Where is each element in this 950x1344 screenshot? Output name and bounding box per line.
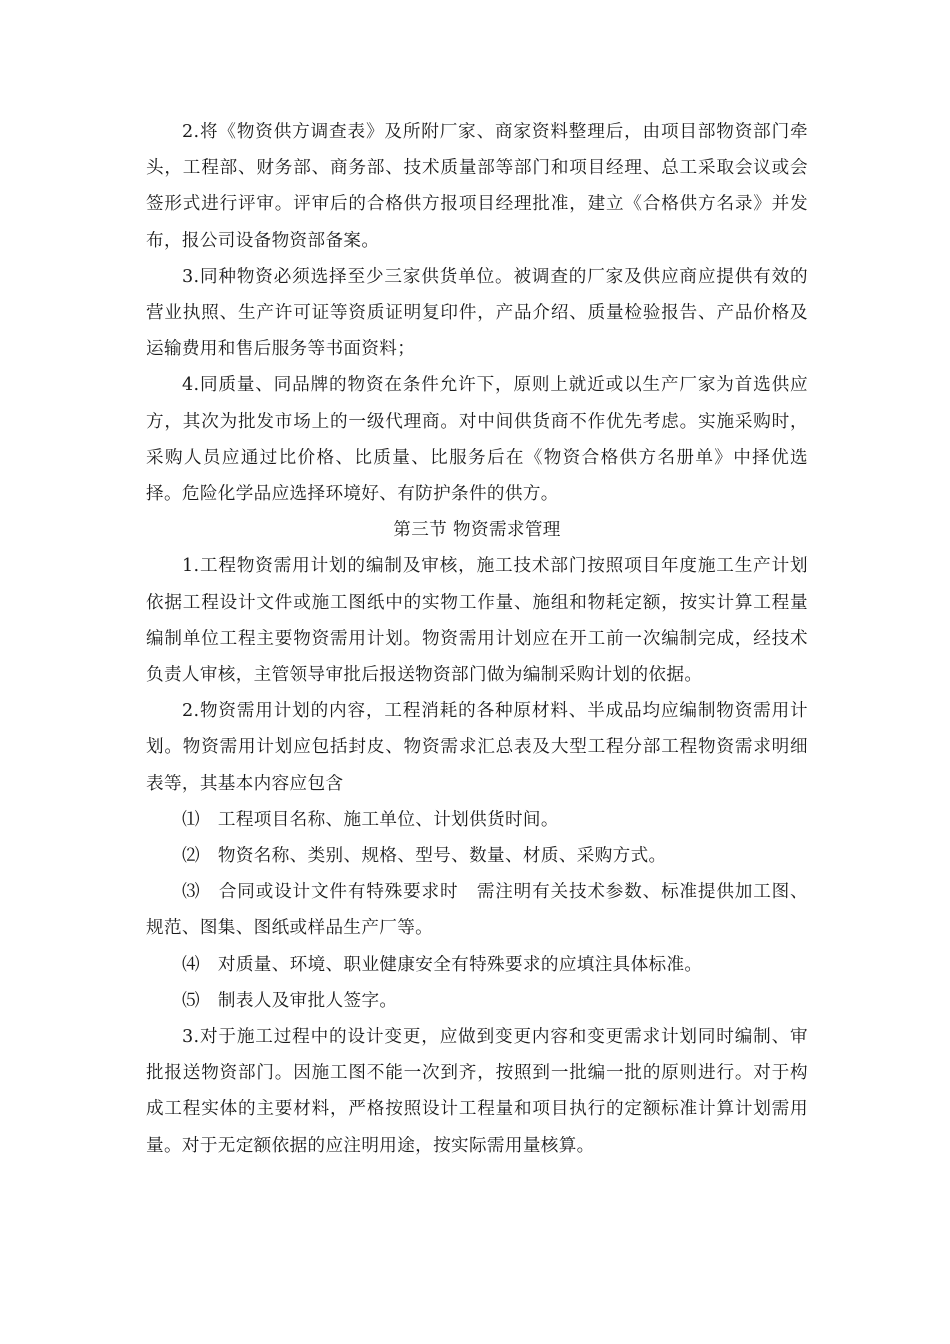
paragraph-supplier-priority: 4.同质量、同品牌的物资在条件允许下，原则上就近或以生产厂家为首选供应方，其次为批发市场上的一级代理商。对中间供货商不作优先考虑。实施采购时，采购人员应通过比价格、比质量、比服务后在《物资合格供方名册单》中择优选择。危险化学品应选择环境好、有防护条件的供方。 xyxy=(146,375,808,505)
list-item: ⑷ 对质量、环境、职业健康安全有特殊要求的应填注具体标准。 xyxy=(182,954,703,975)
paragraph-demand-plan-compilation: 1.工程物资需用计划的编制及审核，施工技术部门按照项目年度施工生产计划依据工程设计文件或施工图纸中的实物工作量、施组和物耗定额，按实计算工程量编制单位工程主要物资需用计划。物资需用计划应在开工前一次编制完成，经技术负责人审核，主管领导审批后报送物资部门做为编制采购计划的依据。 xyxy=(146,556,808,686)
paragraph-three-suppliers: 3.同种物资必须选择至少三家供货单位。被调查的厂家及供应商应提供有效的营业执照、生产许可证等资质证明复印件，产品介绍、质量检验报告、产品价格及运输费用和售后服务等书面资料； xyxy=(146,266,808,360)
list-item: ⑶ 合同或设计文件有特殊要求时 需注明有关技术参数、标准提供加工图、规范、图集、图纸或样品生产厂等。 xyxy=(146,882,808,939)
document-page xyxy=(146,114,808,1164)
section-heading: 第三节 物资需求管理 xyxy=(393,520,561,541)
list-item: ⑵ 物资名称、类别、规格、型号、数量、材质、采购方式。 xyxy=(182,846,667,867)
paragraph-supplier-review: 2.将《物资供方调查表》及所附厂家、商家资料整理后，由项目部物资部门牵头，工程部、财务部、商务部、技术质量部等部门和项目经理、总工采取会议或会签形式进行评审。评审后的合格供方报项目经理批准，建立《合格供方名录》并发布，报公司设备物资部备案。 xyxy=(146,122,808,251)
list-item: ⑴ 工程项目名称、施工单位、计划供货时间。 xyxy=(182,809,559,830)
paragraph-design-change: 3.对于施工过程中的设计变更，应做到变更内容和变更需求计划同时编制、审批报送物资部门。因施工图不能一次到齐，按照到一批编一批的原则进行。对于构成工程实体的主要材料，严格按照设计工程量和项目执行的定额标准计算计划需用量。对于无定额依据的应注明用途，按实际需用量核算。 xyxy=(146,1027,808,1156)
list-item: ⑸ 制表人及审批人签字。 xyxy=(182,990,398,1011)
paragraph-demand-plan-content: 2.物资需用计划的内容，工程消耗的各种原材料、半成品均应编制物资需用计划。物资需用计划应包括封皮、物资需求汇总表及大型工程分部工程物资需求明细表等，其基本内容应包含 xyxy=(146,701,808,794)
